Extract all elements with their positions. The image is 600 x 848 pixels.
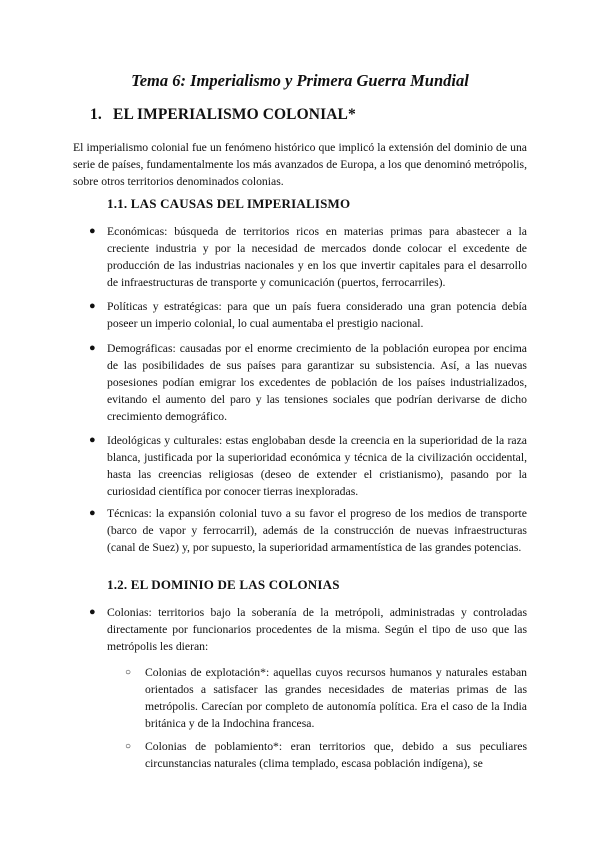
cause-bullet-text: Demográficas: causadas por el enorme crecimiento de la población europea por encima de las posibilidades de sus países para garantizar su subsistencia. Así, a las nuevas posesiones podían emigrar los excedentes de población de los países industrializados, evitando el aumento del paro y las tensiones sociales que podrían derivarse de dicho crecimiento demográfico. bbox=[107, 342, 527, 423]
cause-bullet-ideologicas bbox=[89, 432, 527, 500]
section-1-1-heading: 1.1. LAS CAUSAS DEL IMPERIALISMO bbox=[107, 196, 351, 211]
subitem-colonias-explotacion bbox=[125, 664, 527, 732]
subitem-text: Colonias de explotación*: aquellas cuyos recursos humanos y naturales estaban orientados a satisfacer las grandes necesidades de materias primas de las metrópolis. Carecían por completo de autonomía política. Era el caso de la India británica y de la Indochina francesa. bbox=[145, 666, 527, 730]
section-1-number: 1. bbox=[90, 106, 102, 123]
cause-bullet-text: Económicas: búsqueda de territorios ricos en materias primas para abastecer a la creciente industria y por la necesidad de mercados donde colocar el excedente de producción de las industrias nacionales y en los que invertir capitales para el desarrollo de infraestructuras de transporte y comunicación (puertos, ferrocarriles). bbox=[107, 225, 527, 289]
bullet-icon: ● bbox=[89, 434, 96, 446]
cause-bullet-demograficas bbox=[89, 340, 527, 425]
colonies-bullet bbox=[89, 604, 527, 655]
cause-bullet-tecnicas bbox=[89, 505, 527, 556]
subitem-text: Colonias de poblamiento*: eran territorios que, debido a sus peculiares circunstancias naturales (clima templado, escasa población indígena), se bbox=[145, 740, 527, 770]
circle-bullet-icon: ○ bbox=[125, 741, 132, 752]
document-title: Tema 6: Imperialismo y Primera Guerra Mundial bbox=[131, 71, 469, 90]
colonies-bullet-text: Colonias: territorios bajo la soberanía de la metrópoli, administradas y controladas directamente por funcionarios procedentes de la misma. Según el tipo de uso que las metrópolis les dieran: bbox=[107, 606, 527, 653]
cause-bullet-text: Políticas y estratégicas: para que un país fuera considerado una gran potencia debía poseer un imperio colonial, lo cual aumentaba el prestigio nacional. bbox=[107, 300, 527, 330]
cause-bullet-economicas bbox=[89, 223, 527, 291]
section-1-heading-text: EL IMPERIALISMO COLONIAL* bbox=[113, 106, 356, 123]
cause-bullet-text: Ideológicas y culturales: estas englobaban desde la creencia en la superioridad de la raza blanca, justificada por la superioridad económica y técnica de la civilización occidental, hasta las creencias religiosas (deseo de extender el cristianismo), pasando por la curiosidad científica por conocer tierras inexploradas. bbox=[107, 434, 527, 498]
bullet-icon: ● bbox=[89, 225, 96, 237]
section-1-intro: El imperialismo colonial fue un fenómeno histórico que implicó la extensión del dominio de una serie de países, fundamentalmente los más avanzados de Europa, a los que denominó metrópolis, sobre otros territorios denominados colonias. bbox=[73, 141, 527, 188]
circle-bullet-icon: ○ bbox=[125, 667, 132, 678]
bullet-icon: ● bbox=[89, 300, 96, 312]
section-1-heading bbox=[90, 106, 356, 124]
bullet-icon: ● bbox=[89, 342, 96, 354]
bullet-icon: ● bbox=[89, 606, 96, 618]
bullet-icon: ● bbox=[89, 507, 96, 519]
cause-bullet-text: Técnicas: la expansión colonial tuvo a su favor el progreso de los medios de transporte (barco de vapor y ferrocarril), además de la construcción de nuevas infraestructuras (canal de Suez) y, por supuesto, la superioridad armamentística de las grandes potencias. bbox=[107, 507, 527, 554]
section-1-2-heading: 1.2. EL DOMINIO DE LAS COLONIAS bbox=[107, 577, 340, 592]
subitem-colonias-poblamiento bbox=[125, 738, 527, 772]
cause-bullet-politicas bbox=[89, 298, 527, 332]
